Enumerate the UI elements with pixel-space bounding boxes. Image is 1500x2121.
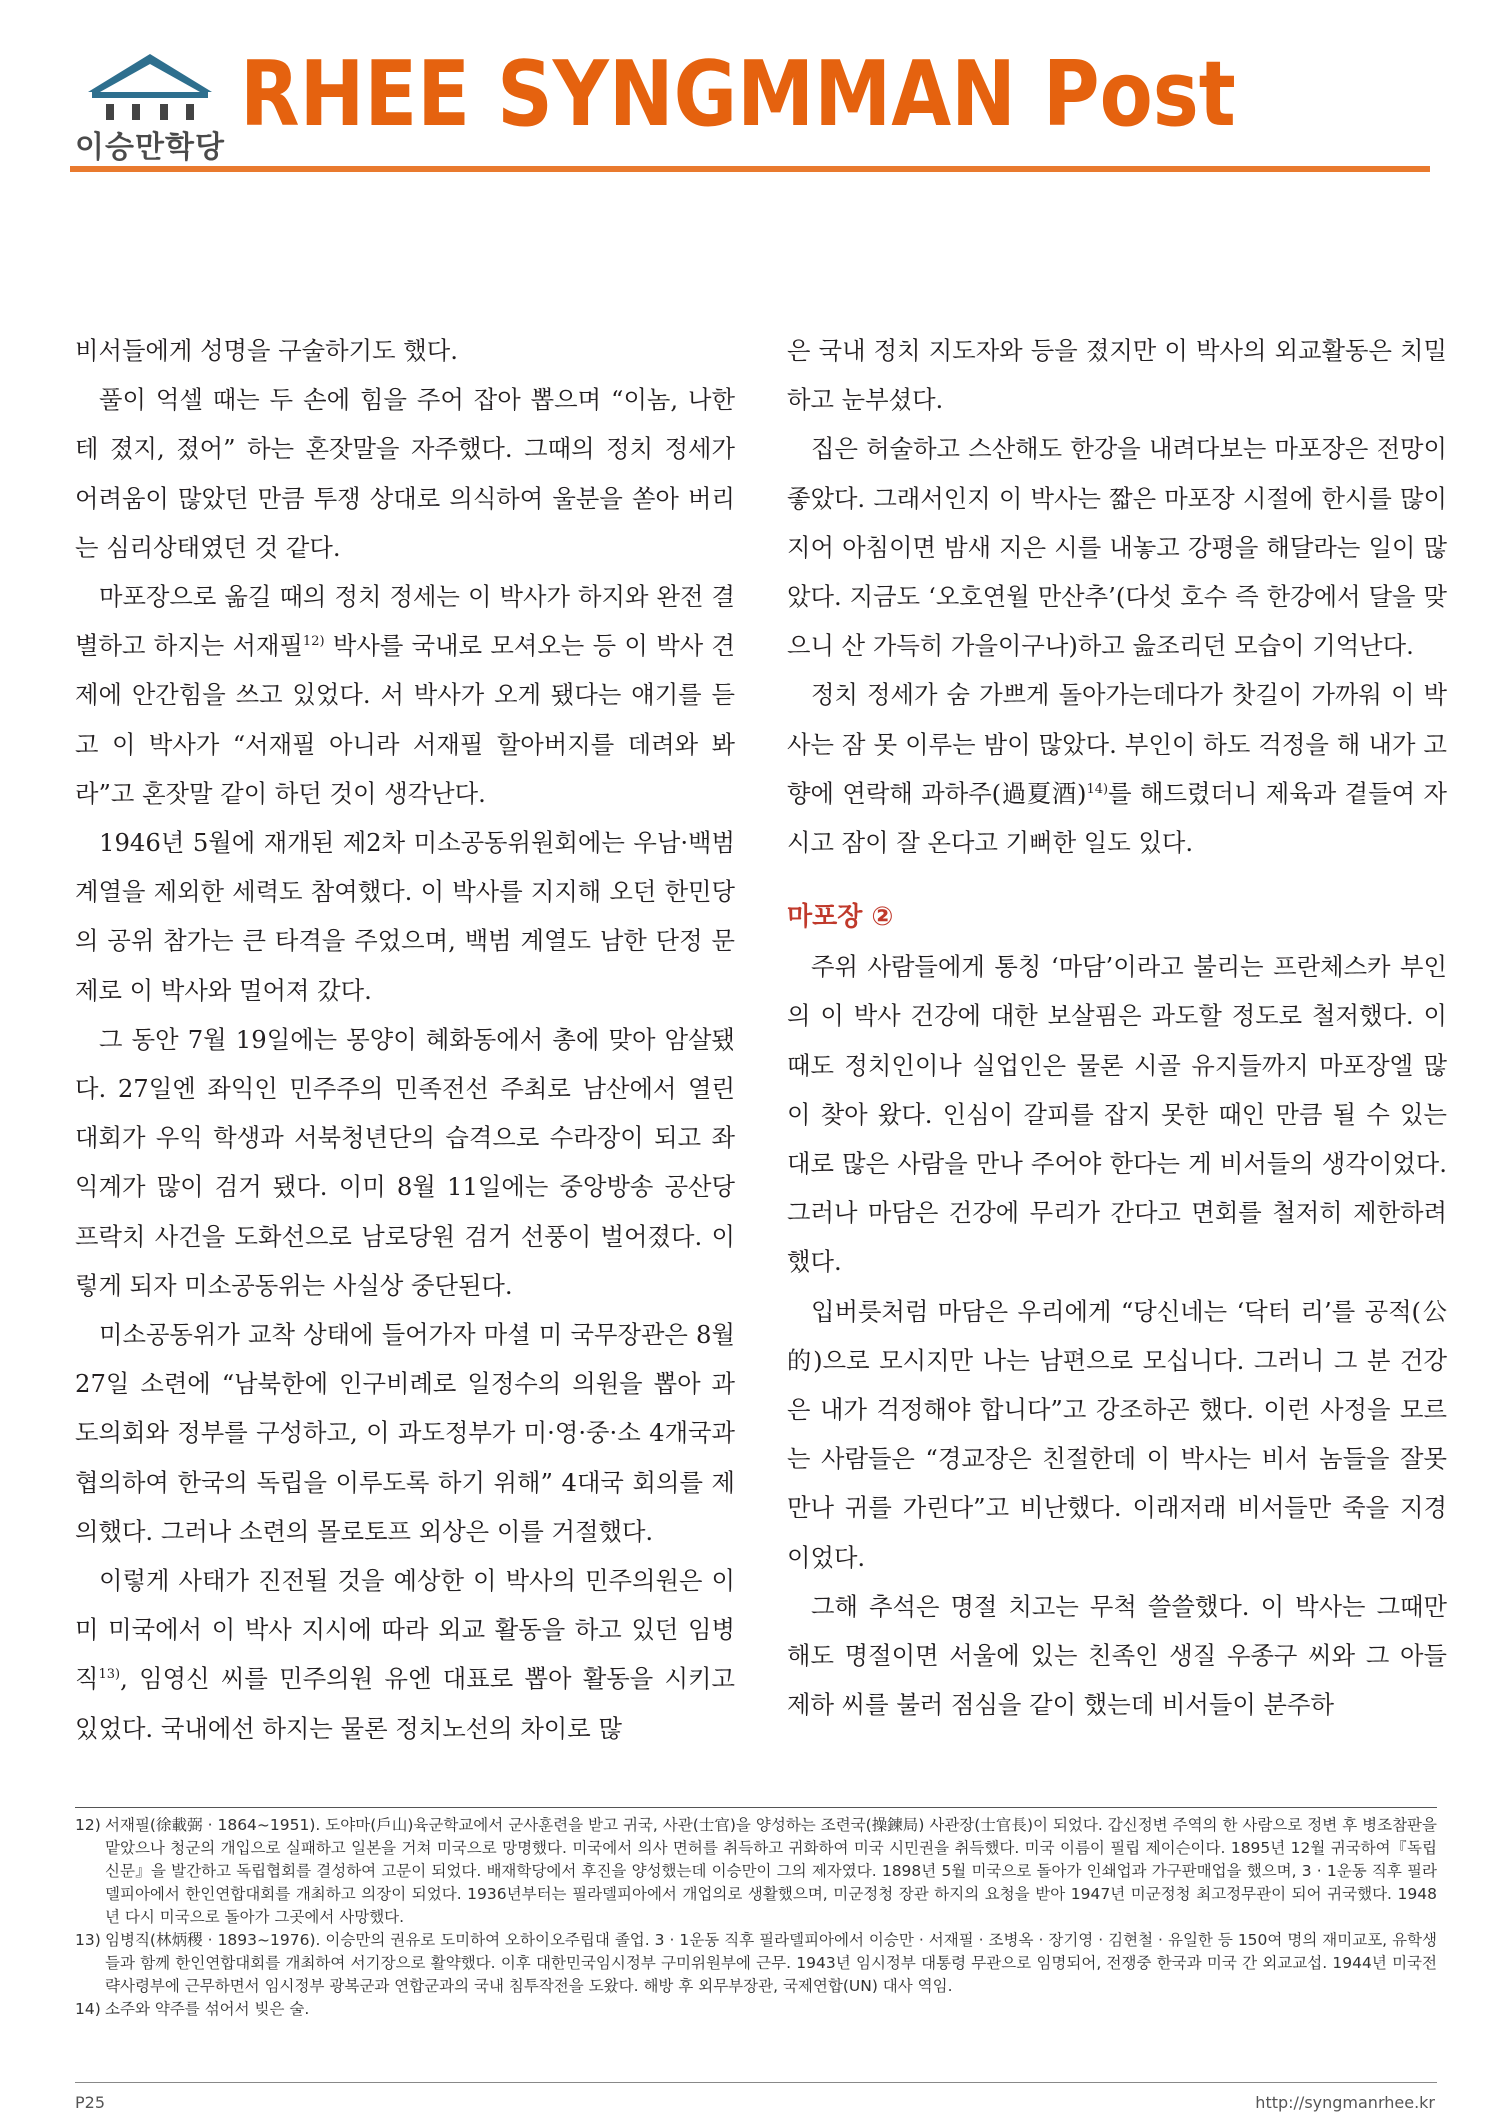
paragraph: 그해 추석은 명절 치고는 무척 쓸쓸했다. 이 박사는 그때만 해도 명절이면 서울에 있는 친족인 생질 우종구 씨와 그 아들 제하 씨를 불러 점심을 같이 했는데 비서들이 분주하 bbox=[787, 1591, 1447, 1720]
footnote-divider bbox=[75, 1807, 1437, 1808]
footnote-ref: 13) bbox=[98, 1667, 121, 1683]
paragraph: 그 동안 7월 19일에는 몽양이 혜화동에서 총에 맞아 암살됐다. 27일엔 좌익인 민주주의 민족전선 주최로 남산에서 열린 대회가 우익 학생과 서북청년단의 습격으로 수라장이 되고 좌익계가 많이 검거 됐다. 이미 8월 11일에는 중앙방송 공산당 프락치 사건을 도화선으로 남로당원 검거 선풍이 벌어졌다. 이렇게 되자 미소공동위는 사실상 중단된다. bbox=[75, 1024, 735, 1300]
brand-title: RHEE SYNGMMAN Post bbox=[240, 42, 1236, 147]
footnote-number: 14) bbox=[75, 2000, 101, 2018]
footnote-ref: 12) bbox=[302, 634, 325, 650]
page-number: P25 bbox=[75, 2093, 106, 2112]
footnote bbox=[75, 1929, 1437, 1998]
logo-text: 이승만학당 bbox=[75, 130, 225, 165]
left-column bbox=[75, 326, 735, 1753]
paragraph: 마포장으로 옮길 때의 정치 정세는 이 박사가 하지와 완전 결별하고 하지는 서재필$^{12)}$ 박사를 국내로 모셔오는 등 이 박사 견제에 안간힘을 쓰고 있었다. 서 박사가 오게 됐다는 얘기를 듣고 이 박사가 “서재필 아니라 서재필 할아버지를 데려와 봐라”고 혼잣말 같이 하던 것이 생각난다. bbox=[75, 582, 735, 808]
paragraph: 집은 허술하고 스산해도 한강을 내려다보는 마포장은 전망이 좋았다. 그래서인지 이 박사는 짧은 마포장 시절에 한시를 많이 지어 아침이면 밤새 지은 시를 내놓고 강평을 해달라는 일이 많았다. 지금도 ‘오호연월 만산추’(다섯 호수 즉 한강에서 달을 맞으니 산 가득히 가을이구나)하고 읊조리던 모습이 기억난다. bbox=[787, 434, 1447, 661]
footnote-number: 13) bbox=[75, 1931, 101, 1949]
footnote-ref: 14) bbox=[1086, 781, 1109, 797]
paragraph: 이렇게 사태가 진전될 것을 예상한 이 박사의 민주의원은 이미 미국에서 이 박사 지시에 따라 외교 활동을 하고 있던 임병직$^{13)}$, 임영신 씨를 민주의원 유엔 대표로 뽑아 활동을 시키고 있었다. 국내에선 하지는 물론 정치노선의 차이로 많 bbox=[75, 1566, 735, 1743]
footnote-number: 12) bbox=[75, 1816, 101, 1834]
footer-rule bbox=[75, 2082, 1437, 2083]
footnote bbox=[75, 1998, 1437, 2021]
paragraph: 비서들에게 성명을 구술하기도 했다. bbox=[75, 336, 458, 365]
footnote-text: 서재필(徐載弼 · 1864~1951). 도야마(戶山)육군학교에서 군사훈련을 받고 귀국, 사관(士官)을 양성하는 조련국(操鍊局) 사관장(士官長)이 되었다. 갑신정변 주역의 한 사람으로 정변 후 병조참판을 맡았으나 청군의 개입으로 실패하고 일본을 거쳐 미국으로 망명했다. 미국에서 의사 면허를 취득하고 귀화하여 미국 시민권을 취득했다. 미국 이름이 필립 제이슨이다. 1895년 12월 귀국하여『독립신문』을 발간하고 독립협회를 결성하여 고문이 되었다. 배재학당에서 후진을 양성했는데 이승만이 그의 제자였다. 1898년 5월 미국으로 돌아가 인쇄업과 가구판매업을 했으며, 3 · 1운동 직후 필라델피아에서 한인연합대회를 개최하고 의장이 되었다. 1936년부터는 필라델피아에서 개업의로 생활했으며, 미군정청 장관 하지의 요청을 받아 1947년 미군정청 최고정무관이 되어 귀국했다. 1948년 다시 미국으로 돌아가 그곳에서 사망했다. bbox=[105, 1816, 1437, 1926]
paragraph: 은 국내 정치 지도자와 등을 졌지만 이 박사의 외교활동은 치밀하고 눈부셨다. bbox=[787, 336, 1447, 415]
footnote bbox=[75, 1814, 1437, 1929]
site-url: http://syngmanrhee.kr bbox=[1255, 2093, 1435, 2112]
masthead-rule bbox=[70, 166, 1430, 172]
footnote-text: 임병직(林炳稷 · 1893~1976). 이승만의 권유로 도미하여 오하이오주립대 졸업. 3 · 1운동 직후 필라델피아에서 이승만 · 서재필 · 조병옥 · 장기영 · 김현철 · 유일한 등 150여 명의 재미교포, 유학생들과 함께 한인연합대회를 개최하여 서기장으로 활약했다. 이후 대한민국임시정부 구미위원부에 근무. 1943년 임시정부 대통령 무관으로 임명되어, 전쟁중 한국과 미국 간 외교교섭. 1944년 미국전략사령부에 근무하면서 임시정부 광복군과 연합군과의 국내 침투작전을 도왔다. 해방 후 외무부장관, 국제연합(UN) 대사 역임. bbox=[105, 1931, 1437, 1995]
masthead bbox=[70, 42, 1430, 165]
paragraph: 풀이 억셀 때는 두 손에 힘을 주어 잡아 뽑으며 “이놈, 나한테 졌지, 졌어” 하는 혼잣말을 자주했다. 그때의 정치 정세가 어려움이 많았던 만큼 투쟁 상대로 의식하여 울분을 쏟아 버리는 심리상태였던 것 같다. bbox=[75, 385, 735, 562]
logo bbox=[70, 48, 235, 165]
right-column bbox=[787, 326, 1447, 1729]
footnotes bbox=[75, 1814, 1437, 2021]
footnote-text: 소주와 약주를 섞어서 빚은 술. bbox=[105, 2000, 310, 2018]
paragraph: 1946년 5월에 재개된 제2차 미소공동위원회에는 우남·백범 계열을 제외한 세력도 참여했다. 이 박사를 지지해 오던 한민당의 공위 참가는 큰 타격을 주었으며, 백범 계열도 남한 단정 문제로 이 박사와 멀어져 갔다. bbox=[75, 828, 735, 1005]
paragraph: 미소공동위가 교착 상태에 들어가자 마셜 미 국무장관은 8월 27일 소련에 “남북한에 인구비례로 일정수의 의원을 뽑아 과도의회와 정부를 구성하고, 이 과도정부가 미·영·중·소 4개국과 협의하여 한국의 독립을 이루도록 하기 위해” 4대국 회의를 제의했다. 그러나 소련의 몰로토프 외상은 이를 거절했다. bbox=[75, 1320, 735, 1546]
paragraph: 정치 정세가 숨 가쁘게 돌아가는데다가 찻길이 가까워 이 박사는 잠 못 이루는 밤이 많았다. 부인이 하도 걱정을 해 내가 고향에 연락해 과하주(過夏酒)$^{14)}$를 해드렸더니 제육과 곁들여 자시고 잠이 잘 온다고 기뻐한 일도 있다. bbox=[787, 680, 1448, 858]
paragraph: 주위 사람들에게 통칭 ‘마담’이라고 불리는 프란체스카 부인의 이 박사 건강에 대한 보살핌은 과도할 정도로 철저했다. 이때도 정치인이나 실업인은 물론 시골 유지들까지 마포장엘 많이 찾아 왔다. 인심이 갈피를 잡지 못한 때인 만큼 될 수 있는 대로 많은 사람을 만나 주어야 한다는 게 비서들의 생각이었다. 그러나 마담은 건강에 무리가 간다고 면회를 철저히 제한하려 했다. bbox=[787, 952, 1447, 1277]
paragraph: 입버릇처럼 마담은 우리에게 “당신네는 ‘닥터 리’를 공적(公的)으로 모시지만 나는 남편으로 모십니다. 그러니 그 분 건강은 내가 걱정해야 합니다”고 강조하곤 했다. 이런 사정을 모르는 사람들은 “경교장은 친절한데 이 박사는 비서 놈들을 잘못 만나 귀를 가린다”고 비난했다. 이래저래 비서들만 죽을 지경이었다. bbox=[787, 1296, 1447, 1572]
house-roof-icon bbox=[70, 48, 230, 128]
section-heading: 마포장 ② bbox=[787, 902, 894, 933]
